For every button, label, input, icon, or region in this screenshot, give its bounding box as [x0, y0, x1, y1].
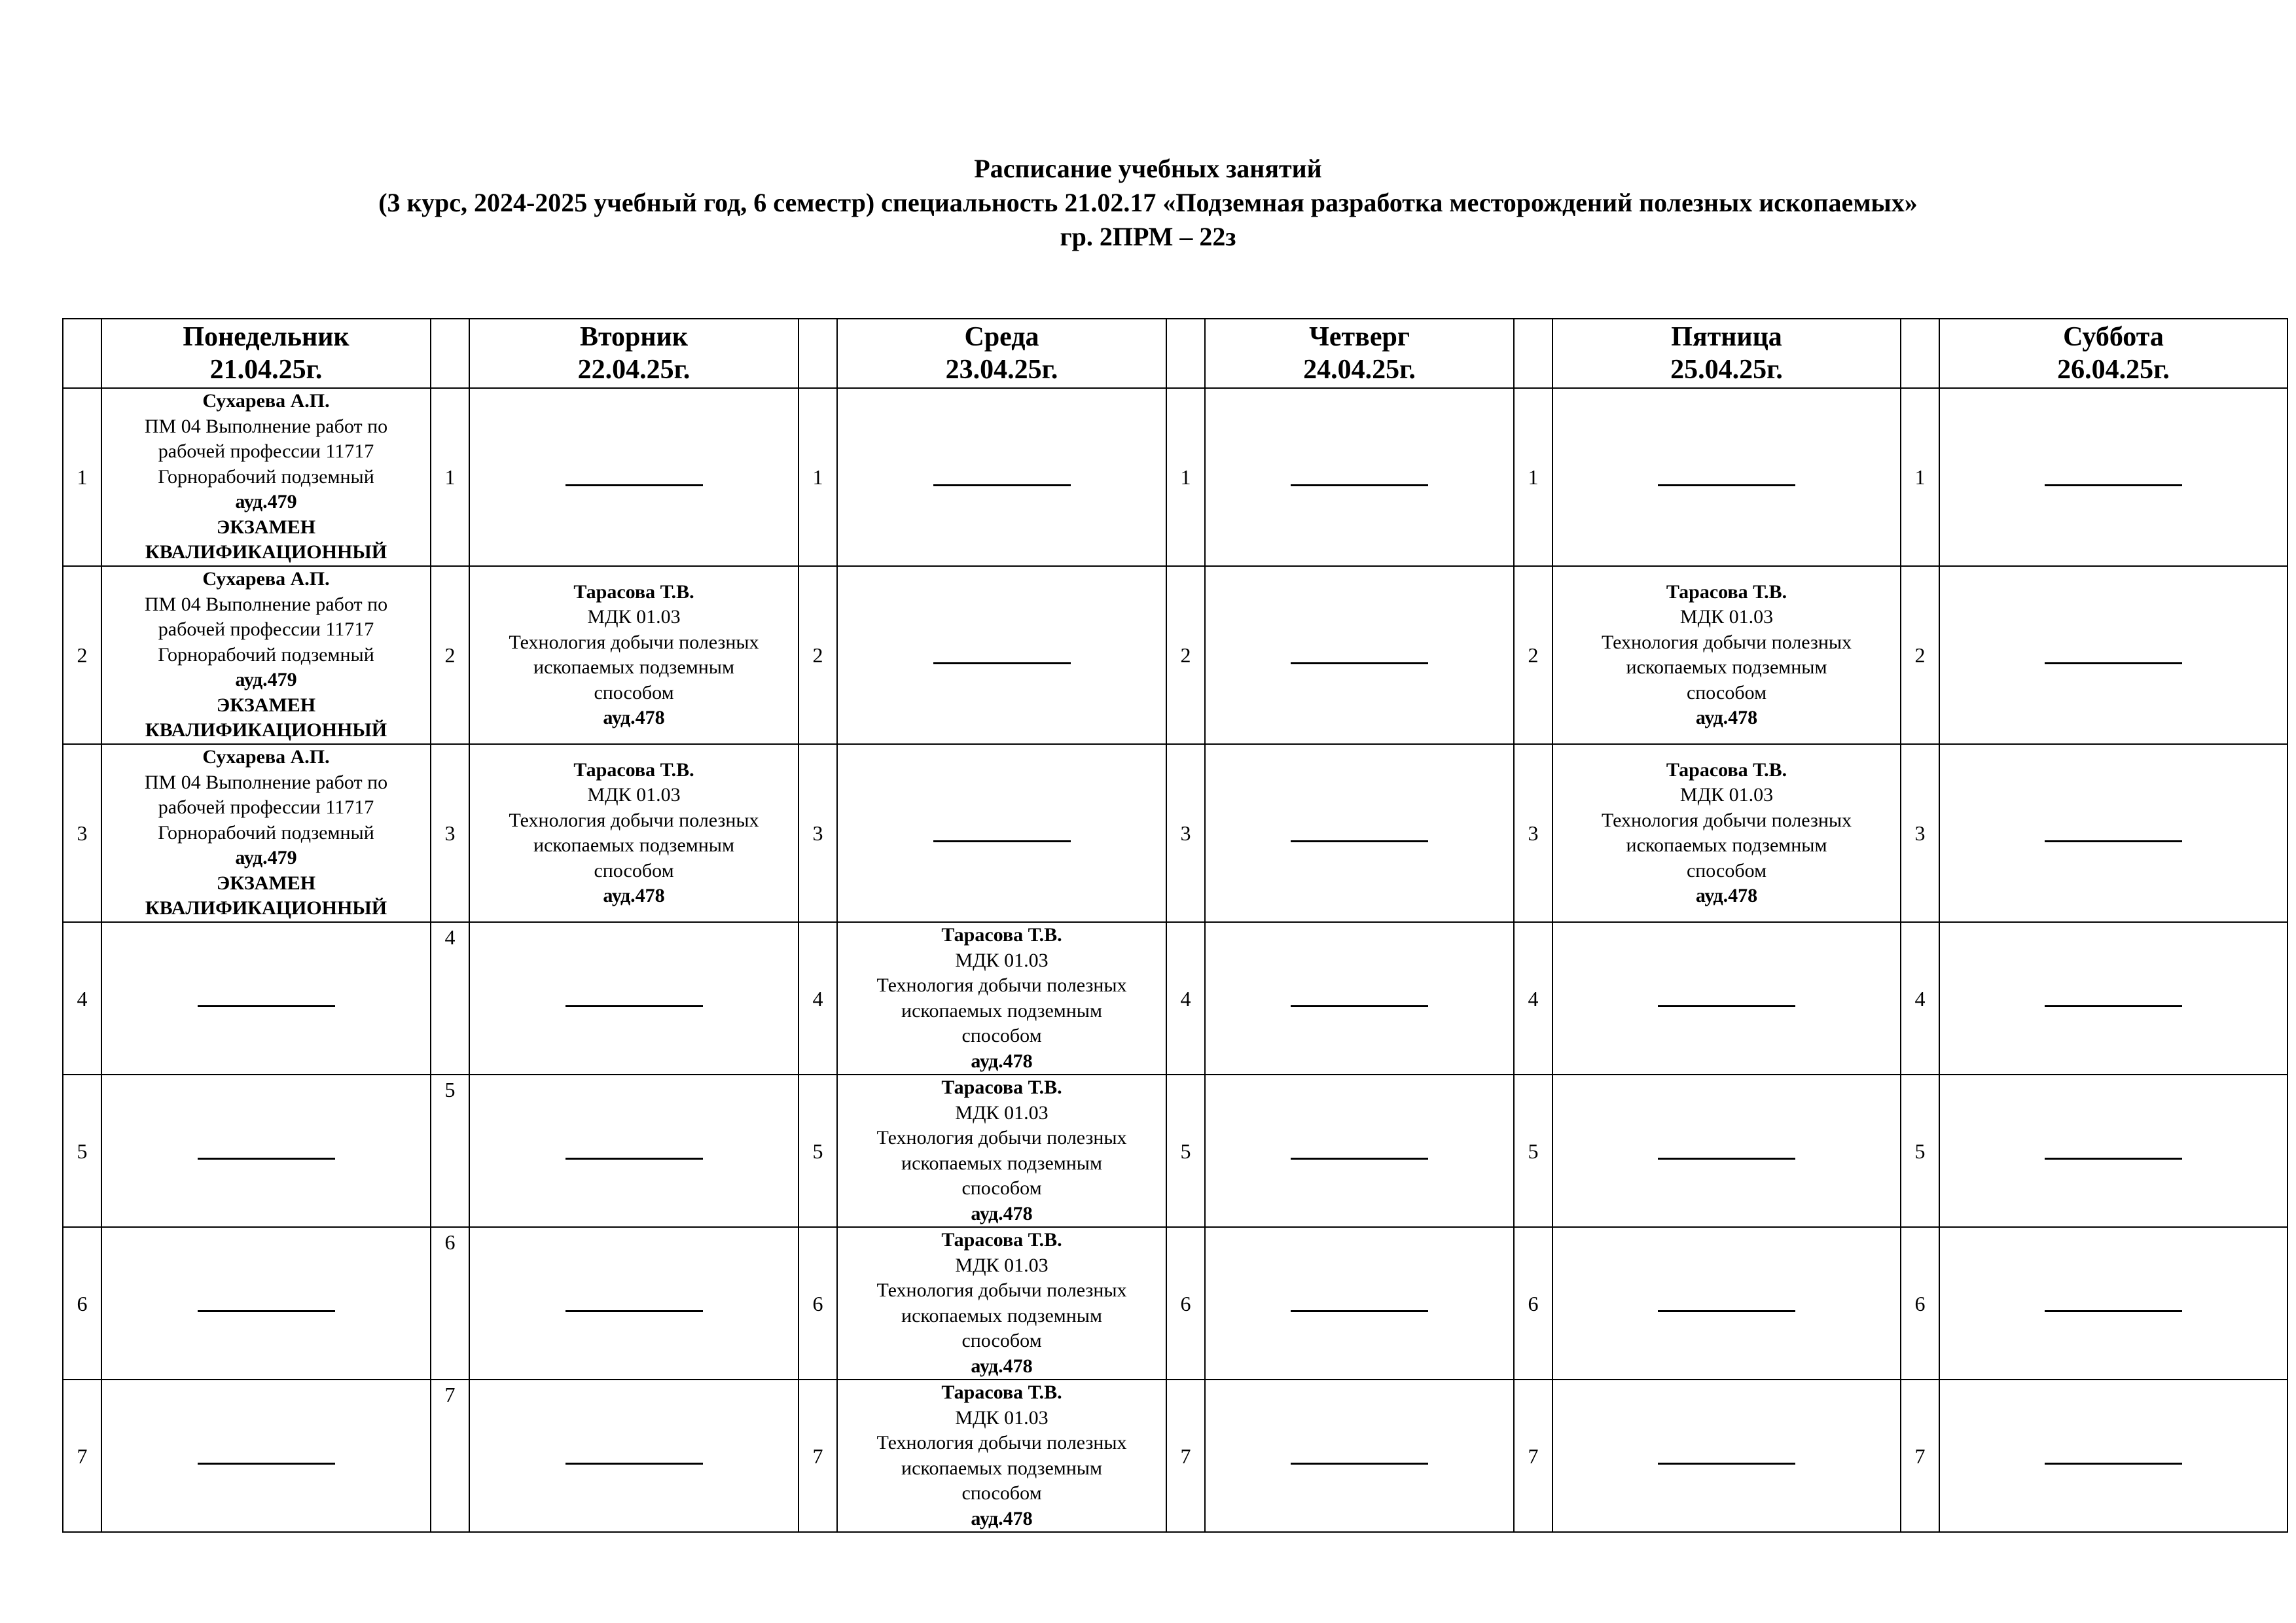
empty-slot-dash	[565, 484, 703, 486]
empty-slot-dash	[1658, 1310, 1795, 1312]
lesson-number: 3	[1901, 744, 1939, 922]
empty-slot-dash	[1658, 484, 1795, 486]
table-row	[63, 566, 2287, 744]
mdk-lesson: Тарасова Т.В. МДК 01.03 Технология добычи полезных ископаемых подземным способом ауд.478	[1601, 758, 1852, 906]
empty-lesson-cell	[1205, 1075, 1514, 1227]
empty-lesson-cell	[837, 566, 1166, 744]
corner-cell	[63, 319, 101, 388]
lesson-number: 7	[1901, 1380, 1939, 1532]
lesson-number: 2	[1901, 566, 1939, 744]
lesson-number: 7	[63, 1380, 101, 1532]
lesson-number: 3	[1514, 744, 1552, 922]
empty-lesson-cell	[101, 1227, 431, 1380]
lesson-number: 1	[431, 388, 469, 566]
empty-lesson-cell	[1205, 922, 1514, 1075]
lesson-number: 1	[1901, 388, 1939, 566]
empty-lesson-cell	[1205, 388, 1514, 566]
lesson-number: 5	[431, 1075, 469, 1227]
table-row	[63, 922, 2287, 1075]
lesson-number: 2	[1514, 566, 1552, 744]
empty-lesson-cell	[1552, 1380, 1901, 1532]
day-header-wednesday: Среда 23.04.25г.	[837, 319, 1166, 388]
empty-lesson-cell	[1205, 566, 1514, 744]
lesson-cell	[837, 922, 1166, 1075]
day-header-friday: Пятница 25.04.25г.	[1552, 319, 1901, 388]
empty-slot-dash	[1291, 1310, 1428, 1312]
lesson-cell	[1552, 744, 1901, 922]
table-header-row	[63, 319, 2287, 388]
lesson-number: 4	[798, 922, 837, 1075]
empty-lesson-cell	[1205, 1380, 1514, 1532]
empty-lesson-cell	[1552, 1227, 1901, 1380]
lesson-number: 6	[798, 1227, 837, 1380]
spacer-cell	[1166, 319, 1205, 388]
empty-lesson-cell	[1939, 1075, 2287, 1227]
lesson-cell	[837, 1227, 1166, 1380]
table-row	[63, 388, 2287, 566]
lesson-number: 7	[1166, 1380, 1205, 1532]
lesson-number: 5	[1166, 1075, 1205, 1227]
lesson-number: 1	[798, 388, 837, 566]
mdk-lesson: Тарасова Т.В. МДК 01.03 Технология добычи полезных ископаемых подземным способом ауд.478	[876, 1382, 1127, 1529]
empty-slot-dash	[1658, 1463, 1795, 1465]
empty-slot-dash	[1291, 840, 1428, 842]
empty-lesson-cell	[101, 922, 431, 1075]
empty-lesson-cell	[1939, 566, 2287, 744]
day-header-tuesday: Вторник 22.04.25г.	[469, 319, 798, 388]
schedule-table	[62, 318, 2288, 1533]
lesson-cell	[101, 566, 431, 744]
empty-lesson-cell	[1205, 744, 1514, 922]
page-title: Расписание учебных занятий	[974, 154, 1322, 183]
empty-slot-dash	[2045, 1158, 2182, 1160]
lesson-number: 2	[798, 566, 837, 744]
lesson-number: 6	[63, 1227, 101, 1380]
lesson-cell	[101, 744, 431, 922]
document-title-block	[0, 152, 2296, 254]
exam-lesson: Сухарева А.П. ПМ 04 Выполнение работ по рабочей профессии 11717 Горнорабочий подземный ауд.479 ЭКЗАМЕН КВАЛИФИКАЦИОННЫЙ	[144, 568, 388, 741]
lesson-number: 2	[1166, 566, 1205, 744]
exam-lesson: Сухарева А.П. ПМ 04 Выполнение работ по рабочей профессии 11717 Горнорабочий подземный ауд.479 ЭКЗАМЕН КВАЛИФИКАЦИОННЫЙ	[144, 390, 388, 563]
empty-slot-dash	[933, 840, 1071, 842]
day-header-monday: Понедельник 21.04.25г.	[101, 319, 431, 388]
lesson-cell	[837, 1380, 1166, 1532]
empty-slot-dash	[2045, 1005, 2182, 1007]
empty-lesson-cell	[1939, 1227, 2287, 1380]
empty-lesson-cell	[469, 1075, 798, 1227]
exam-lesson: Сухарева А.П. ПМ 04 Выполнение работ по рабочей профессии 11717 Горнорабочий подземный ауд.479 ЭКЗАМЕН КВАЛИФИКАЦИОННЫЙ	[144, 746, 388, 919]
lesson-number: 6	[1514, 1227, 1552, 1380]
empty-slot-dash	[2045, 1310, 2182, 1312]
table-row	[63, 1227, 2287, 1380]
lesson-number: 5	[1514, 1075, 1552, 1227]
mdk-lesson: Тарасова Т.В. МДК 01.03 Технология добычи полезных ископаемых подземным способом ауд.478	[509, 758, 759, 906]
lesson-cell	[469, 744, 798, 922]
empty-lesson-cell	[101, 1075, 431, 1227]
empty-lesson-cell	[469, 388, 798, 566]
empty-slot-dash	[1291, 662, 1428, 664]
empty-slot-dash	[565, 1310, 703, 1312]
mdk-lesson: Тарасова Т.В. МДК 01.03 Технология добычи полезных ископаемых подземным способом ауд.478	[876, 924, 1127, 1072]
lesson-number: 6	[431, 1227, 469, 1380]
lesson-number: 3	[63, 744, 101, 922]
empty-slot-dash	[1291, 484, 1428, 486]
lesson-number: 4	[431, 922, 469, 1075]
empty-lesson-cell	[1939, 388, 2287, 566]
empty-lesson-cell	[1552, 388, 1901, 566]
lesson-number: 4	[63, 922, 101, 1075]
empty-lesson-cell	[1939, 922, 2287, 1075]
page-subtitle: (3 курс, 2024-2025 учебный год, 6 семестр) специальность 21.02.17 «Подземная разработка месторождений полезных ископаемых»	[378, 188, 1918, 217]
empty-slot-dash	[198, 1310, 335, 1312]
lesson-number: 7	[1514, 1380, 1552, 1532]
mdk-lesson: Тарасова Т.В. МДК 01.03 Технология добычи полезных ископаемых подземным способом ауд.478	[509, 580, 759, 728]
spacer-cell	[431, 319, 469, 388]
lesson-number: 5	[63, 1075, 101, 1227]
lesson-number: 5	[798, 1075, 837, 1227]
table-row	[63, 1380, 2287, 1532]
lesson-number: 6	[1166, 1227, 1205, 1380]
empty-slot-dash	[1291, 1005, 1428, 1007]
empty-lesson-cell	[101, 1380, 431, 1532]
group-label: гр. 2ПРМ – 22з	[1060, 222, 1236, 251]
lesson-number: 6	[1901, 1227, 1939, 1380]
lesson-number: 1	[1166, 388, 1205, 566]
lesson-number: 4	[1514, 922, 1552, 1075]
empty-slot-dash	[933, 484, 1071, 486]
empty-lesson-cell	[1205, 1227, 1514, 1380]
lesson-number: 2	[63, 566, 101, 744]
empty-slot-dash	[1291, 1158, 1428, 1160]
spacer-cell	[1901, 319, 1939, 388]
empty-slot-dash	[1291, 1463, 1428, 1465]
empty-slot-dash	[2045, 484, 2182, 486]
lesson-number: 3	[431, 744, 469, 922]
empty-slot-dash	[565, 1463, 703, 1465]
lesson-number: 1	[1514, 388, 1552, 566]
lesson-number: 4	[1166, 922, 1205, 1075]
empty-slot-dash	[565, 1005, 703, 1007]
lesson-number: 5	[1901, 1075, 1939, 1227]
lesson-number: 7	[431, 1380, 469, 1532]
lesson-cell	[1552, 566, 1901, 744]
day-header-saturday: Суббота 26.04.25г.	[1939, 319, 2287, 388]
empty-slot-dash	[198, 1005, 335, 1007]
lesson-number: 3	[798, 744, 837, 922]
lesson-number: 2	[431, 566, 469, 744]
empty-slot-dash	[198, 1158, 335, 1160]
empty-slot-dash	[565, 1158, 703, 1160]
empty-lesson-cell	[1939, 1380, 2287, 1532]
table-row	[63, 744, 2287, 922]
spacer-cell	[1514, 319, 1552, 388]
lesson-number: 3	[1166, 744, 1205, 922]
empty-slot-dash	[2045, 1463, 2182, 1465]
mdk-lesson: Тарасова Т.В. МДК 01.03 Технология добычи полезных ископаемых подземным способом ауд.478	[1601, 580, 1852, 728]
empty-lesson-cell	[469, 922, 798, 1075]
empty-slot-dash	[2045, 662, 2182, 664]
empty-lesson-cell	[469, 1380, 798, 1532]
empty-lesson-cell	[1552, 922, 1901, 1075]
empty-lesson-cell	[1552, 1075, 1901, 1227]
mdk-lesson: Тарасова Т.В. МДК 01.03 Технология добычи полезных ископаемых подземным способом ауд.478	[876, 1229, 1127, 1377]
empty-slot-dash	[1658, 1158, 1795, 1160]
empty-slot-dash	[1658, 1005, 1795, 1007]
empty-slot-dash	[2045, 840, 2182, 842]
empty-lesson-cell	[837, 744, 1166, 922]
table-row	[63, 1075, 2287, 1227]
mdk-lesson: Тарасова Т.В. МДК 01.03 Технология добычи полезных ископаемых подземным способом ауд.478	[876, 1077, 1127, 1224]
lesson-cell	[837, 1075, 1166, 1227]
lesson-number: 1	[63, 388, 101, 566]
spacer-cell	[798, 319, 837, 388]
empty-lesson-cell	[837, 388, 1166, 566]
lesson-cell	[469, 566, 798, 744]
lesson-number: 4	[1901, 922, 1939, 1075]
empty-slot-dash	[198, 1463, 335, 1465]
empty-slot-dash	[933, 662, 1071, 664]
empty-lesson-cell	[469, 1227, 798, 1380]
empty-lesson-cell	[1939, 744, 2287, 922]
lesson-cell	[101, 388, 431, 566]
day-header-thursday: Четверг 24.04.25г.	[1205, 319, 1514, 388]
lesson-number: 7	[798, 1380, 837, 1532]
